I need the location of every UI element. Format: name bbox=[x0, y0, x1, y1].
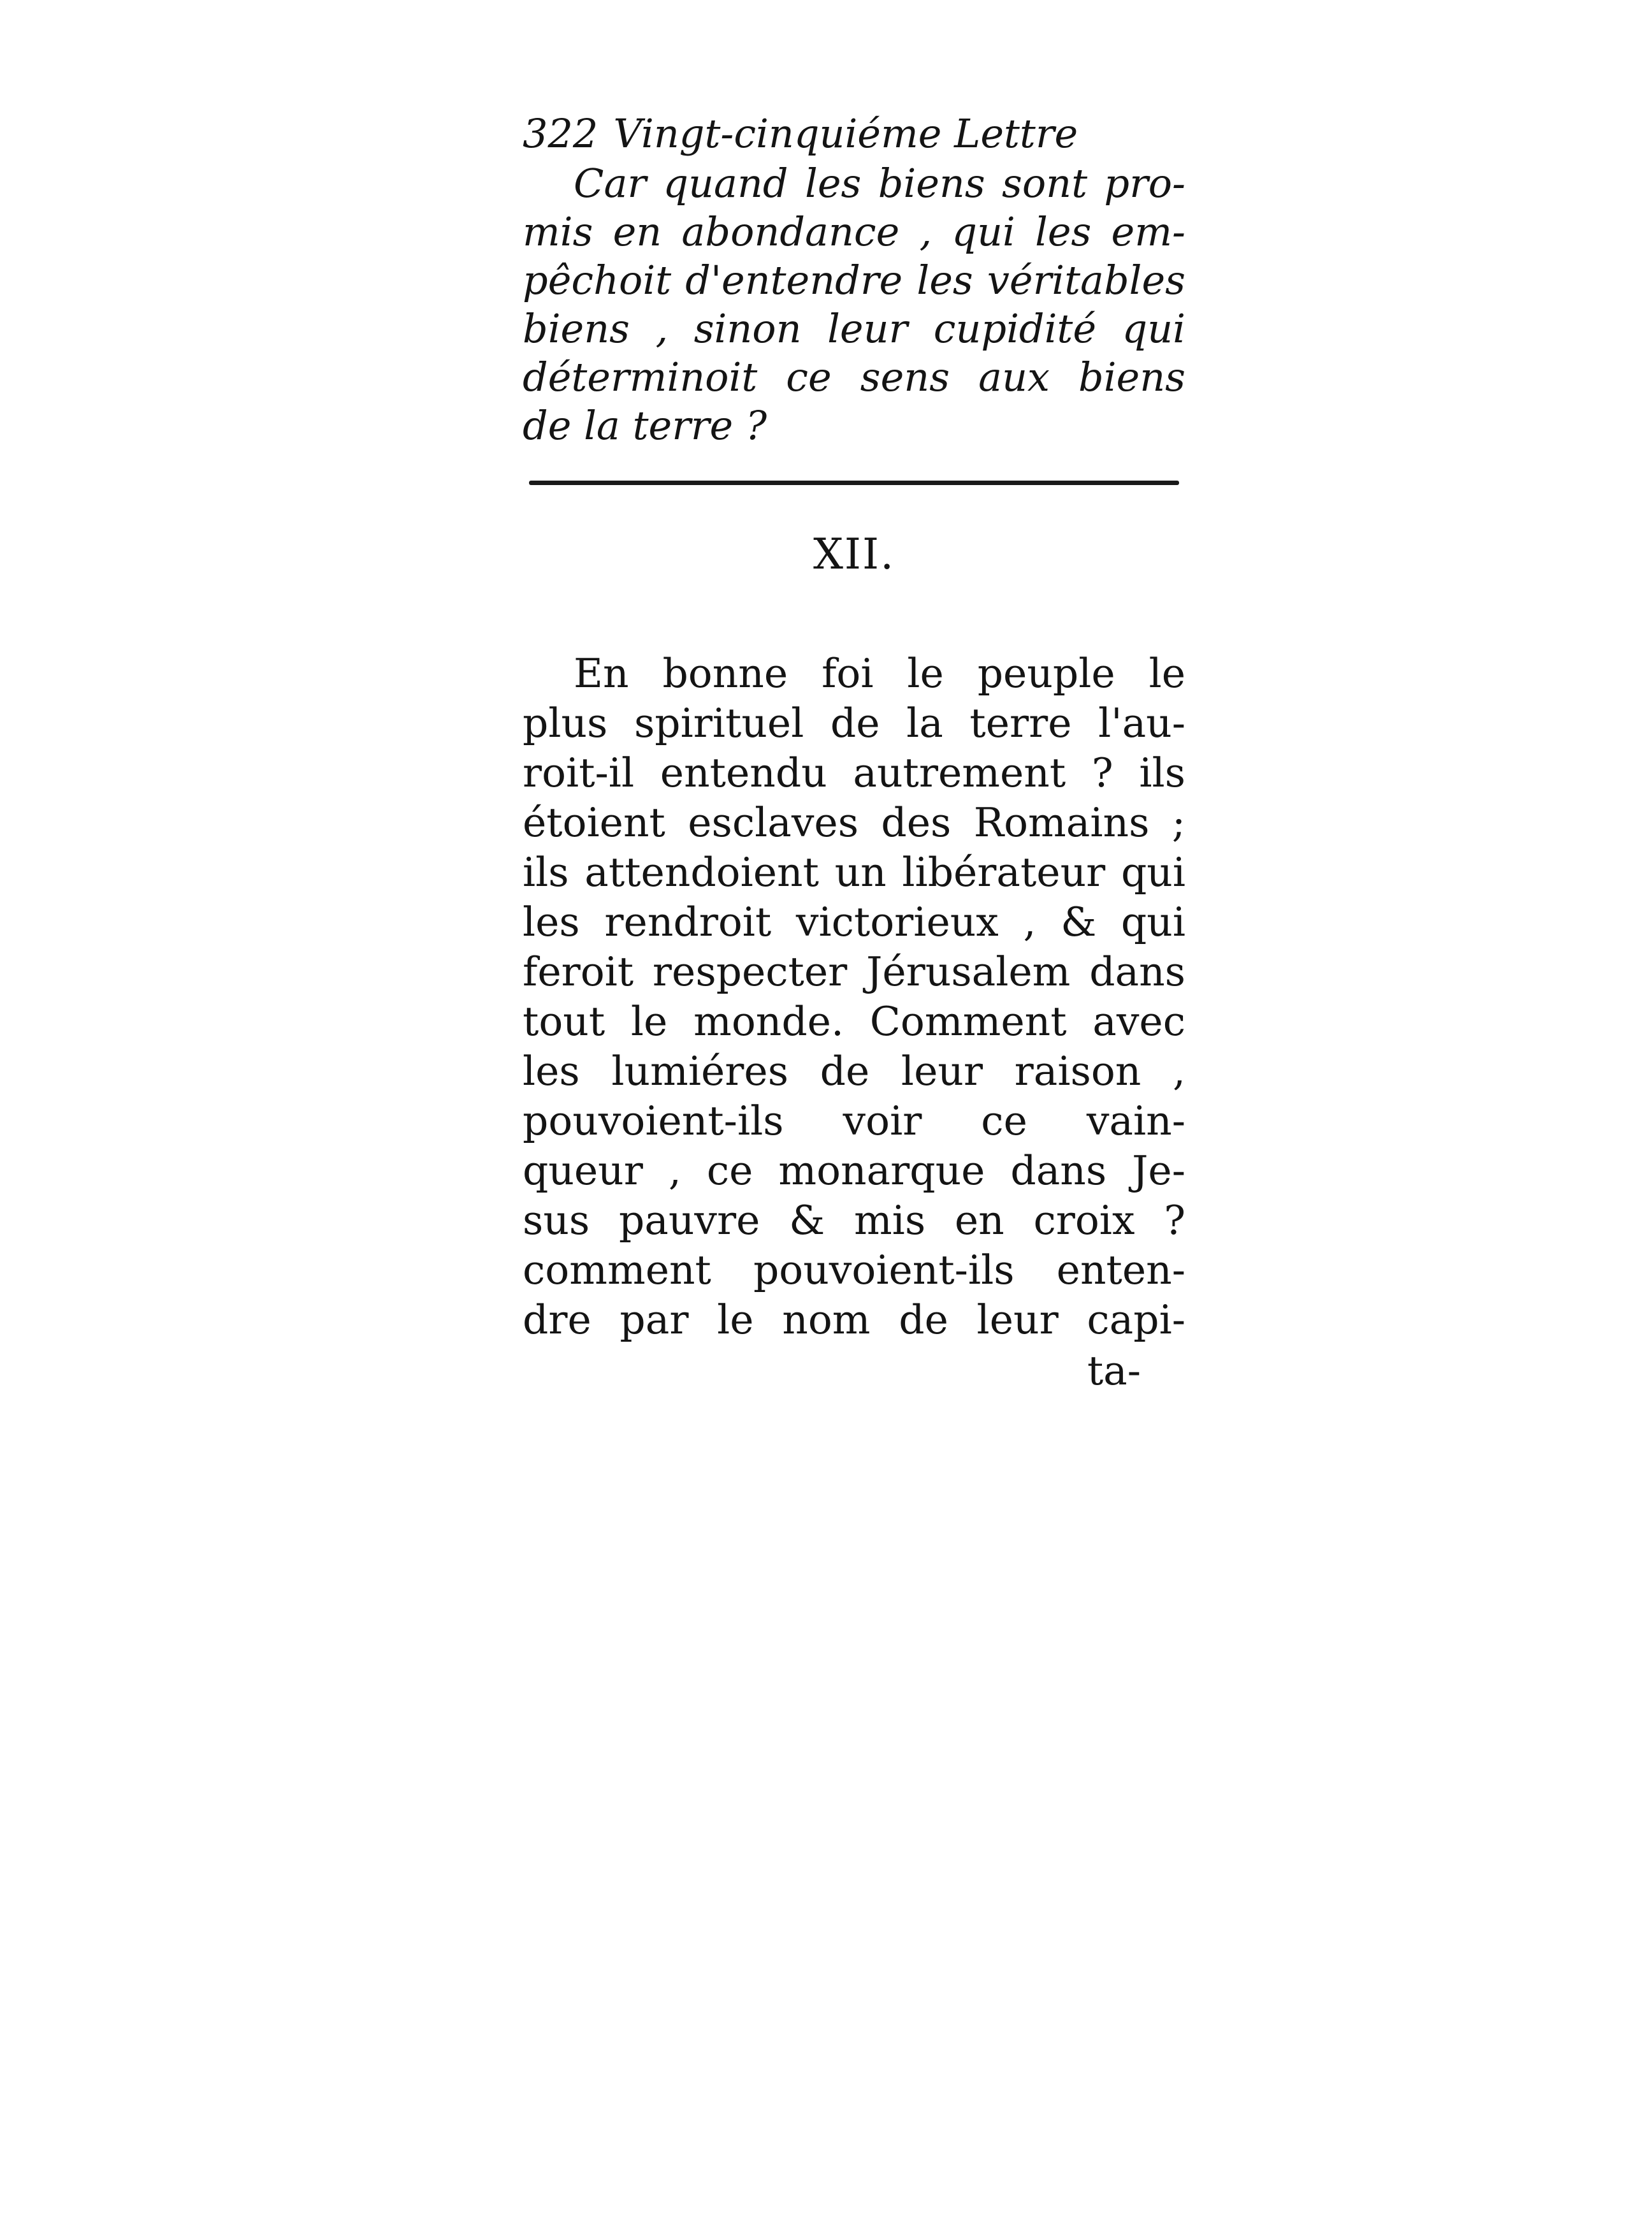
text-line: de la terre ? bbox=[523, 402, 767, 449]
text-line: plus spirituel de la terre l'au- bbox=[523, 700, 1185, 746]
text-line: biens , sinon leur cupidité qui bbox=[523, 305, 1185, 352]
section-divider bbox=[529, 481, 1179, 485]
text-line: pouvoient-ils voir ce vain- bbox=[523, 1098, 1185, 1144]
book-page bbox=[523, 108, 1185, 1394]
text-line: queur , ce monarque dans Je- bbox=[523, 1147, 1185, 1194]
text-line: comment pouvoient-ils enten- bbox=[523, 1247, 1185, 1293]
text-line: feroit respecter Jérusalem dans bbox=[523, 948, 1185, 995]
body-paragraph bbox=[523, 649, 1185, 1345]
page-number: 322 bbox=[523, 110, 598, 157]
text-line: En bonne foi le peuple le bbox=[574, 650, 1185, 697]
text-line: les rendroit victorieux , & qui bbox=[523, 899, 1185, 945]
text-line: mis en abondance , qui les em- bbox=[523, 208, 1185, 255]
running-title: Vingt-cinquiéme Lettre bbox=[613, 110, 1078, 157]
text-line: ils attendoient un libérateur qui bbox=[523, 849, 1185, 896]
text-line: Car quand les biens sont pro- bbox=[574, 160, 1185, 207]
catchword: ta- bbox=[1087, 1347, 1141, 1394]
italic-paragraph bbox=[523, 159, 1185, 450]
text-line: étoient esclaves des Romains ; bbox=[523, 799, 1185, 846]
running-head bbox=[523, 108, 1185, 159]
text-line: roit-il entendu autrement ? ils bbox=[523, 750, 1185, 796]
text-line: déterminoit ce sens aux biens bbox=[523, 354, 1185, 400]
text-line: les lumiéres de leur raison , bbox=[523, 1048, 1185, 1094]
section-number: XII. bbox=[813, 530, 895, 579]
text-line: tout le monde. Comment avec bbox=[523, 998, 1185, 1045]
text-line: pêchoit d'entendre les véritables bbox=[523, 257, 1185, 303]
text-line: sus pauvre & mis en croix ? bbox=[523, 1197, 1185, 1244]
text-line: dre par le nom de leur capi- bbox=[523, 1296, 1185, 1343]
